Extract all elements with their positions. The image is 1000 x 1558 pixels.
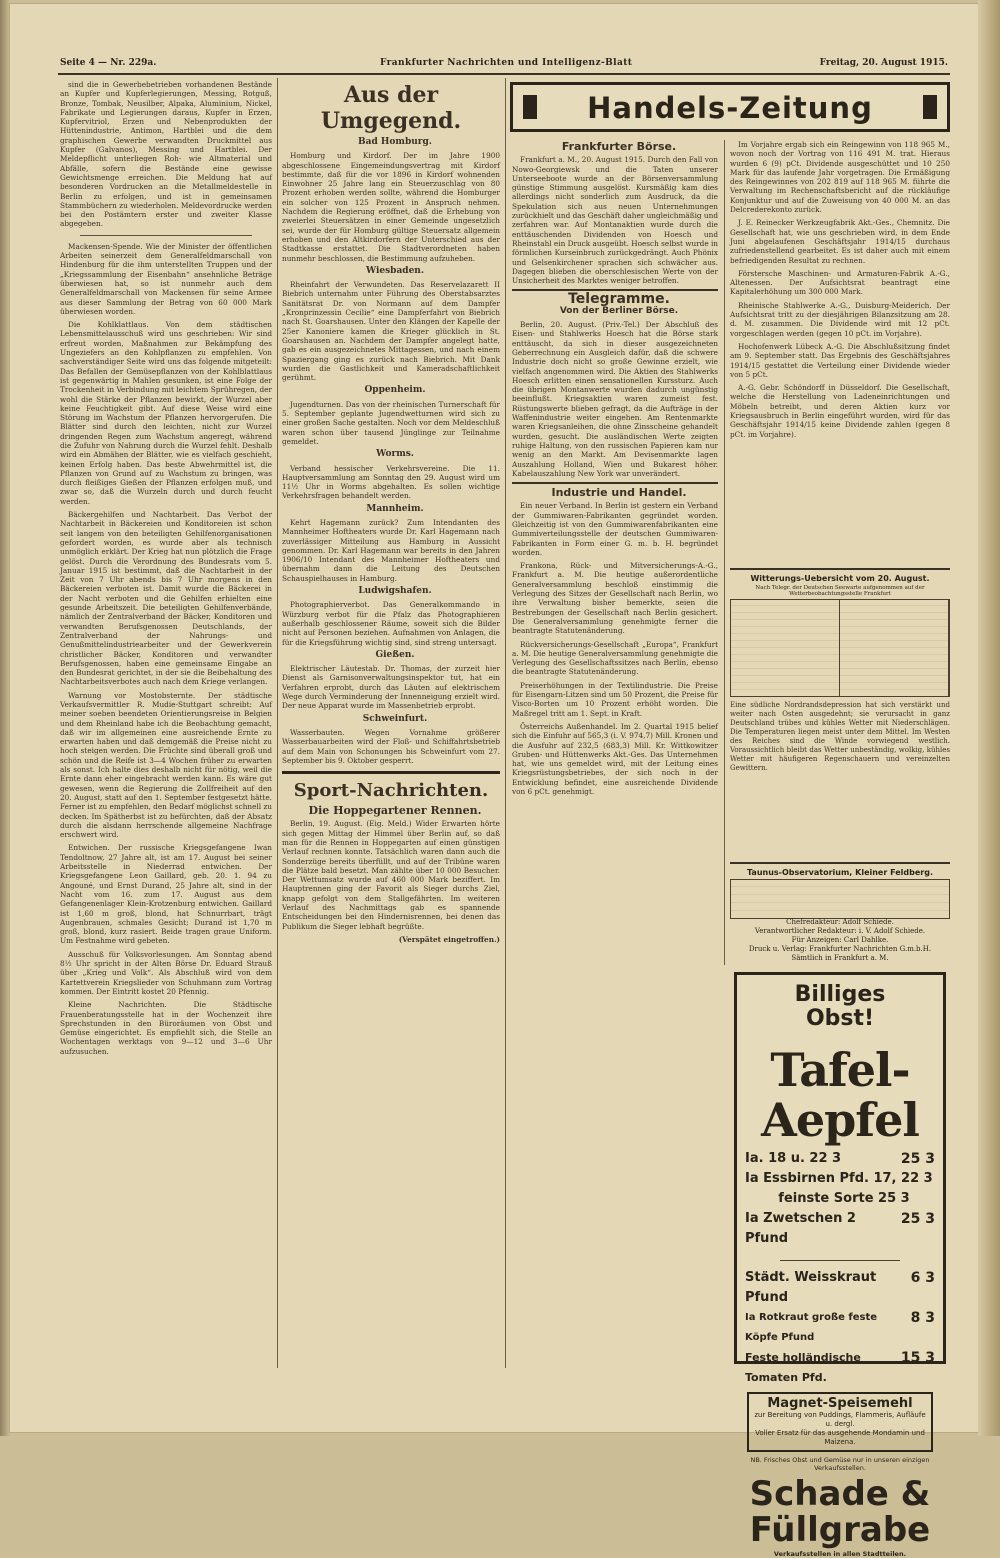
imprint-line: Druck u. Verlag: Frankfurter Nachrichten G.m.b.H. [748,945,932,953]
dateline-giessen: Gießen. [375,649,415,660]
imprint-line: Verantwortlicher Redakteur: i. V. Adolf Schiede. [754,927,926,935]
article-europa: Rückversicherungs-Gesellschaft „Europa“, Frankfurt a. M. Die heutige Generalversammlung genehmigte die Verlegung des Gesellschaftssitzes nach Berlin, ebenso die beantragte Statutenänderung. [512,639,718,677]
ad-price-label: Städt. Weisskraut Pfund [745,1270,877,1305]
ad-price: 8 3 [910,1310,935,1326]
ad-headline-2: Obst! [805,1006,875,1031]
article-giessen: Elektrischer Läutestab. Dr. Thomas, der zurzeit hier Dienst als Garnisonverwaltungsinspektor tut, hat ein Verfahren erprobt, durch das Läuten auf elektrischem Wege durch Verminderung der Innenneigung erzielt wird. Der neue Apparat wurde im Massenbetrieb erprobt. [282,664,500,711]
late-note: (Verspätet eingetroffen.) [398,934,500,944]
issue-date: Freitag, 20. August 1915. [819,58,948,68]
headline-telegrams: Telegramme. [568,291,670,308]
ad-magnet-title: Magnet-Speisemehl [767,1396,913,1411]
ad-magnet-desc: zur Bereitung von Puddings, Flammeris, Aufläufe u. dergl. [754,1411,926,1428]
column-region [282,80,500,1370]
article-new-association: Ein neuer Verband. In Berlin ist gestern ein Verband der Gummiwaren-Fabrikanten gegründet worden. Gleichzeitig ist von den Gummiwarenfabrikanten eine Gummiverteilungsstelle der deutschen Gummiwaren-Fabrikanten in Form einer G. m. b. H. begründet worden. [512,501,718,557]
article-schweinfurt: Wasserbauten. Wegen Vornahme größerer Wasserbauarbeiten wird der Floß- und Schiffahrtsbetrieb auf dem Main von Schonungen bis Schweinfurt vom 27. September bis 9. Oktober gesperrt. [282,727,500,765]
article-wiesbaden: Rheinfahrt der Verwundeten. Das Reservelazarett II Biebrich unternahm unter Führung des Oberstabsarztes Sanitätsrat Dr. von Normann auf dem Dampfer „Kronprinzessin Cecilie“ eine Dampferfahrt von Biebrich nach St. Goarshausen. Unter den Klängen der Kapelle der 25er Kanoniere kamen die Krieger glücklich in St. Goarshausen an. Nachdem der Dampfer angelegt hatte, gab es ein ausgezeichnetes Mittagessen, und nach einem Spaziergang ging es zurück nach Biebrich. Mit Dank wurden die Gastlichkeit und Kameradschaftlichkeit gerühmt. [282,280,500,383]
page-number: Seite 4 — Nr. 229a. [60,58,157,68]
article-berlin-exchange: Berlin, 20. August. (Priv.-Tel.) Der Abschluß des Eisen- und Stahlwerks Hoesch hat die Börse stark enttäuscht, da sich in dieser ausgezeichneten Geberrechnung ein Ausgleich dafür, daß die schwere Industrie doch nicht so große Gewinne erzielt, wie vielfach angenommen wird. Die Aktien des Stahlwerks Hoesch erlitten einen sensationellen Kurssturz. Auch die übrigen Montanwerte wurden dadurch ungünstig beeinflußt. Kriegsaktien waren zumeist fest. Rüstungswerte blieben gefragt, da die Aufträge in der Waffenindustrie weiter eingehen. Am Rentenmarkte waren Kriegsanleihen, die ohne Zinsscheine gehandelt wurden, gesucht. Die ausländischen Werte zeigten ruhige Haltung, von den russischen Papieren kam nur wenig an den Markt. Am Devisenmarkte lagen Auszahlung Holland, Wien und Bukarest höher. Kabelauszahlung New York war unverändert. [512,320,718,478]
advertisement-schade-fuellgrabe [734,972,946,1558]
article-oppenheim: Jugendturnen. Das von der rheinischen Turnerschaft für 5. September geplante Jugendwetturnen wird sich zu einer großen Sache gestalten. Noch vor dem Meldeschluß waren schon über tausend Jünglinge zur Teilnahme gemeldet. [282,399,500,446]
dateline-wiesbaden: Wiesbaden. [366,265,424,276]
article-foerstersche: Förstersche Maschinen- und Armaturen-Fabrik A.-G., Altenessen. Der Aufsichtsrat beantragt eine Kapitalerhöhung um 300 000 Mark. [730,268,950,297]
ad-headline: Billiges [794,982,886,1007]
ad-price-row [737,1169,943,1189]
ad-price-row [737,1308,943,1348]
divider [730,568,950,570]
divider [512,482,718,484]
ad-price-label: Ia Essbirnen Pfd. 17, 22 3 [745,1171,933,1186]
article-frankfurt-exchange: Frankfurt a. M., 20. August 1915. Durch den Fall von Nowo-Georgiewsk und die Taten unserer Unterseeboote wurde an der Börsenversammlung günstige Stimmung ausgelöst. Kursmäßig kam dies allerdings nicht sonderlich zum Ausdruck, da die Spekulation sich aus neuen Unternehmungen zurückhielt und das Geschäft daher ungleichmäßig und zerfahren war. Auf Montanaktien wurde durch die enttäuschenden Dividenden von Hoesch und Rheinstahl ein Druck ausgeübt. Hoesch selbst wurde in förmlichen Kurseinbruch zurückgedrängt. Auch Phönix und Gelsenkirchener sprachen sich schwächer aus. Dagegen blieben die oberschlesischen Werte von der Unsicherheit des Marktes weniger betroffen. [512,155,718,286]
article-mannheim: Kehrt Hagemann zurück? Zum Intendanten des Mannheimer Hoftheaters wurde Dr. Karl Hagemann nach zuverlässiger Mitteilung aus Hamburg in Aussicht genommen. Dr. Karl Hagemann war bereits in den Jahren 1906/10 Intendant des Mannheimer Hoftheaters und übernahm dann die Leitung des Deutschen Schauspielhauses in Hamburg. [282,517,500,583]
article-frankona: Frankona, Rück- und Mitversicherungs-A.-G., Frankfurt a. M. Die heutige außerordentliche Generalversammlung beschloß einstimmig die Verlegung des Sitzes der Gesellschaft nach Berlin, wo ihre Verwaltung bisher bemerkte, seien die Bestrebungen der Gesellschaft nach Berlin gesichert. Die Generalversammlung genehmigte ferner die beantragte Statutenänderung. [512,561,718,636]
ad-price-row [737,1268,943,1308]
page-header [60,58,948,72]
banner-ornament-right [923,95,937,119]
ad-nb-note: NB. Frisches Obst und Gemüse nur in unseren einzigen Verkaufsstellen. [750,1456,930,1472]
article-homburg: Homburg und Kirdorf. Der im Jahre 1900 abgeschlossene Eingemeindungsvertrag mit Kirdorf bestimmte, daß für die vor 1896 in Kirdorf wohnenden Einwohner 25 Jahre lang ein Steuerzuschlag von 80 Prozent erhoben werden sollte, während die Homburger ein solcher von 125 Prozent in Anspruch nehmen. Nachdem die Regierung eröffnet, daß die Erhebung von zweierlei Steuersätzen in einer Gemeinde ungesetzlich sei, wurde der für Homburg gültige Steuersatz allgemein erhoben und den Altkirdorfern der Unterschied aus der Stadtkasse erstattet. Die Stadtverordneten haben nunmehr beschlossen, die Bestimmung aufzuheben. [282,151,500,263]
ad-price: 25 3 [900,1211,935,1227]
weather-title: Witterungs-Uebersicht vom 20. August. [750,574,930,583]
article-luebeck: Hochofenwerk Lübeck A.-G. Die Abschlußsitzung findet am 9. September statt. Das Ergebnis des Geschäftsjahres 1914/15 gestattet die Verteilung einer Dividende wieder von 5 pCt. [730,341,950,379]
dateline-homburg: Bad Homburg. [358,137,432,147]
article-lectures: Ausschuß für Volksvorlesungen. Am Sonntag abend 8½ Uhr spricht in der Alten Börse Dr. Eduard Strauß über „Krieg und Volk“. Als Abschluß wird von dem Kartettverein Kriegslieder von Schuhmann zum Vortrag kommen. Der Eintritt kostet 20 Pfennig. [60,949,272,996]
weather-text: Eine südliche Nordrandsdepression hat sich verstärkt und weiter nach Osten ausgedehnt; sie verursacht in ganz Deutschland trübes und kühles Wetter mit Niederschlägen. Die Temperaturen liegen meist unter dem Mittel. Im Westen des Reiches sind die Winde vorwiegend westlich. Voraussichtlich bleibt das Wetter unbeständig, wolkig, kühles Wetter mit häufigeren Regenschauern und vereinzelten Gewittern. [730,701,950,772]
column-divider [277,78,278,1368]
article-escaped: Entwichen. Der russische Kriegsgefangene Iwan Tendoltnow, 27 Jahre alt, ist am 17. August bei seiner Arbeitsstelle in Niederrad entwichen. Der Kriegsgefangene Leon Gaillard, geb. 20. 1. 94 zu Angouné, und Ernst Durand, 25 Jahre alt, sind in der Nacht vom 16. zum 17. August aus dem Gefangenenlager Klein-Krotzenburg entwichen. Gaillard ist 1,60 m groß, blond, hat Schnurrbart, trägt Augenbrauen, schmales Gesicht; Durand ist 1,70 m groß, blond, kurz rasiert. Beide tragen graue Uniform. Um Festnahme wird gebeten. [60,843,272,946]
article-austria-trade: Österreichs Außenhandel. Im 2. Quartal 1915 belief sich die Einfuhr auf 565,3 (i. V. 974,7) Mill. Kronen und die Ausfuhr auf 232,5 (683,3) Mill. Kr. Wittkowitzer Gruben- und Hüttenwerks Akt.-Ges. Das Unternehmen hat, wie uns gemeldet wird, mit der Leitung eines Kriegsrüstungsbetriebes, der sich noch in der Entwicklung befindet, eine ausreichende Dividende von 6 pCt. genehmigt. [512,721,718,796]
banner-title: Handels-Zeitung [587,91,873,125]
headline-berlin-exchange: Von der Berliner Börse. [559,305,679,316]
headline-hoppegarten: Die Hoppegartener Rennen. [308,804,482,818]
divider [780,1260,900,1261]
dateline-schweinfurt: Schweinfurt. [362,713,428,724]
ad-price: 6 3 [910,1270,935,1286]
section-rule [282,771,500,774]
ad-magnet-box [747,1392,933,1452]
ad-price-label: Ia Rotkraut große feste Köpfe Pfund [745,1312,878,1343]
page-right-edge [978,0,1000,1436]
weather-table-right [840,600,949,696]
column-divider [724,140,725,965]
ad-price: 15 3 [900,1350,935,1366]
section-banner-commerce [510,82,950,132]
article-fruit-harvest: Warnung vor Mostobsternte. Der städtische Verkaufsvermittler R. Mudie-Stuttgart schreibt: Auf meiner soeben beendeten Orientierungsreise in Belgien und dem Rheinland habe ich die Beobachtung gemacht, daß wir im allgemeinen eine ausreichende Ernte zu erwarten haben und daß demgemäß die Preise nicht zu hoch steigen werden. Die Früchte sind überall groß und schön und die Reife ist 3—4 Wochen früher zu erwarten als sonst. Ich halte dies deshalb nicht für nötig, weil die Ernte dann eher eingebracht werden kann. Es wäre gut gewesen, wenn die Regierung die Zollfreiheit auf den 20. August, statt auf den 1. September festgesetzt hätte. Ferner ist zu empfehlen, den Bedarf möglichst schnell zu decken. Im Spätherbst ist zu befürchten, daß der Absatz durch die alsdann herrschende allgemeine Nachfrage erschwert wird. [60,690,272,840]
article-ludwigshafen: Photographierverbot. Das Generalkommando in Würzburg verbot für die Pfalz das Photographieren außerhalb geschlossener Räume, soweit sich die Bilder nicht auf Personen beziehen. Aufnahmen von Anlagen, die für die Kriegsführung wichtig sind, sind streng untersagt. [282,600,500,647]
article-profit: Im Vorjahre ergab sich ein Reingewinn von 118 965 M., wovon noch der Vortrag von 116 491 M. trat. Hieraus wurden 6 (9) pCt. Dividende ausgeschüttet und 10 250 Mark für das laufende Jahr vorgetragen. Die Ermäßigung des Reingewinnes von 202 819 auf 118 965 M. führte die Verwaltung im Rechenschaftsbericht auf die rückläufige Konjunktur und auf die Zuweisung von 40 000 M. an das Delcrederekonto zurück. [730,140,950,215]
imprint [730,918,950,963]
column-company-news [730,140,950,580]
dateline-mannheim: Mannheim. [366,503,424,514]
imprint-line: Sämtlich in Frankfurt a. M. [791,954,889,962]
article-mackensen: Mackensen-Spende. Wie der Minister der öffentlichen Arbeiten seinerzeit dem Generalfeldmarschall von Hindenburg für die ihm unterstellten Truppen und der „Kriegssammlung der Eisenbahn“ ansehnliche Beträge überwiesen hat, so ist nunmehr auch dem Generalfeldmarschall von Mackensen für seine Armee aus dieser Sammlung der Betrag von 60 000 Mark überwiesen worden. [60,241,272,316]
imprint-line: Für Anzeigen: Carl Dahlke. [791,936,889,944]
ad-price-row [737,1348,943,1388]
page-left-edge [0,0,10,1436]
article-bakers: Bäckergehilfen und Nachtarbeit. Das Verbot der Nachtarbeit in Bäckereien und Konditoreien ist schon seit langem von den beteiligten Gehilfenorganisationen gefordert worden, es wurde aber als technisch unmöglich erklärt. Der Krieg hat nun plötzlich die Frage gelöst. Durch die Verordnung des Bundesrats vom 5. Januar 1915 ist bestimmt, daß die Nachtarbeit in der Zeit von 7 Uhr abends bis 7 Uhr morgens in den Bäckereien verboten ist. Damit wurde die Bäckerei in der Nacht verboten und die Gehilfen erhielten eine gesunde Arbeitszeit. Die beteiligten Gehilfenverbände, nämlich der Zentralverband der Bäcker, Konditoren und verwandten Berufsgenossen Deutschlands, der Zentralverband der Nahrungs- und Genußmittelindustriearbeiter und der Gewerkverein christlicher Bäcker, Konditoren und verwandter Berufsgenossen, haben eine gemeinsame Eingabe an den Bundesrat gerichtet, in der sie die Beibehaltung des Nachtarbeitsverbotes auch nach dem Kriege verlangen. [60,510,272,687]
divider [80,235,252,236]
column-local-news [60,80,272,1370]
article-aphid: Die Kohlklattlaus. Von dem städtischen Lebensmittelausschuß wird uns geschrieben: Wir sind erfreut worden, Maßnahmen zur Bekämpfung des Ungeziefers an den Kohlpflanzen zu empfehlen. Von sachverständiger Seite wird uns das folgende mitgeteilt: Das Befallen der Gemüsepflanzen von der Kohlblattlaus ist gegenwärtig in Mahlen gesunken, ist eine Folge der Trockenheit in Verbindung mit leichtem Sprühregen, der wohl die Stärke der Pflanzen bewirkt, der Wurzel aber keine Feuchtigkeit gibt. Auf diese Weise wird eine Störung im Wachstum der Pflanzen hervorgerufen. Die Blätter sind durch den leichten, nicht zur Wurzel dringenden Regen zum Wachstum angeregt, während die Zufuhr von Nahrung durch die Wurzel fehlt. Deshalb wird ein Abmähen der Blätter, wie es vielfach geschieht, keinen Erfolg haben. Das beste Abwehrmittel ist, die Pflanzen von Grund auf zu Wachstum zu bringen, was durch fleißiges Gießen der Pflanzen erfolgen muß, und zwar so, daß die Wurzeln durch und durch feucht werden. [60,320,272,506]
observatory-table [730,879,950,919]
column-commerce [512,140,718,1370]
ad-price: 25 3 [900,1151,935,1167]
observatory-report [730,858,950,919]
masthead-title: Frankfurter Nachrichten und Intelligenz-Blatt [380,58,633,68]
article-worms: Verband hessischer Verkehrsvereine. Die 11. Hauptversammlung am Sonntag den 29. August wird um 11½ Uhr in Worms abgehalten. Es sollen wichtige Verkehrsfragen behandelt werden. [282,463,500,501]
headline-industry: Industrie und Handel. [551,486,687,500]
article-metal-notice: sind die in Gewerbebetrieben vorhandenen Bestände an Kupfer und Kupferlegierungen, Messing, Rotguß, Bronze, Tombak, Neusilber, Alpaka, Aluminium, Nickel, Fabrikate und Legierungen daraus, Kupfer in Erzen, Kupfervitriol, Erzen und Nebenprodukten der Hüttenindustrie, Antimon, Hartblei und die dem graphischen Gewerbe verwandten Druckmittel aus Kupfer (Galvanos), Messing und Hartblei. Der Meldepflicht unterliegen Roh- wie Altmaterial und Abfälle, sofern die Bestände eine gewisse Gewichtsmenge erreichen. Die Meldung hat auf besonderen Vordrucken an die Metallmeldestelle in Berlin zu erfolgen, und ist in gemeinsamen Stammbüchern zu wiederholen. Meldevordrucke werden bei den Postämtern erster und zweiter Klasse abgegeben. [60,80,272,229]
divider [730,862,950,864]
ad-price-label: Ia Zwetschen 2 Pfund [745,1211,856,1246]
weather-report [730,564,950,793]
article-small-news: Kleine Nachrichten. Die Städtische Frauenberatungsstelle hat in der Wochenzeit ihre Sprechstunden in den Büroräumen von Obst und Gemüse eingerichtet. Es empfiehlt sich, die Stelle an Wochentagen werktags von 9—12 und 3—6 Uhr aufzusuchen. [60,1000,272,1056]
ad-price-label: Ia. 18 u. 22 3 [745,1151,842,1166]
ad-firm-subline: Verkaufsstellen in allen Stadtteilen. [773,1550,907,1558]
article-hoppegarten: Berlin, 19. August. (Eig. Meld.) Wider Erwarten hörte sich gegen Mittag der Himmel über Berlin auf, so daß man für die Rennen in Hoppegarten auf einen günstigen Verlauf rechnen konnte. Tatsächlich waren dann auch die Sonderzüge bereits überfüllt, und auf der Tribüne waren die Plätze bald besetzt. Man zählte über 10 000 Besucher. Der Wettumsatz wurde auf 460 000 Mark beziffert. Im Hauptrennen ging der Favorit als Sieger durchs Ziel, knapp gefolgt von dem Stallgefährten. Im weiteren Verlauf des Nachmittags gab es spannende Entscheidungen bei den Hindernisrennen, bei denen das Publikum die Sieger lebhaft begrüßte. [282,819,500,931]
article-rheinische-stahl: Rheinische Stahlwerke A.-G., Duisburg-Meiderich. Der Aufsichtsrat tritt zu der diesjährigen Bilanzsitzung am 28. d. M. zusammen. Die Dividende wird mit 12 pCt. vorgeschlagen werden (gegen 10 pCt. im Vorjahre). [730,300,950,338]
section-title-sport: Sport-Nachrichten. [293,780,489,802]
ad-price-row [737,1209,943,1249]
dateline-oppenheim: Oppenheim. [364,385,426,396]
ad-product-title: Tafel-Aepfel [761,1043,919,1147]
column-divider [505,78,506,1368]
section-title-region: Aus der Umgegend. [320,82,462,134]
imprint-line: Chefredakteur: Adolf Schiede. [786,918,894,926]
ad-price-row [737,1149,943,1169]
weather-subtitle: Nach Telegr. der Deutschen Seewarte aufgenommen auf der Wetterbeobachtungsstelle Frankfurt [755,585,925,597]
observatory-title: Taunus-Observatorium, Kleiner Feldberg. [747,868,933,877]
weather-table [730,599,950,697]
ad-magnet-note: Voller Ersatz für das ausgehende Mondamin und Maizena. [755,1429,925,1446]
ad-firm-name-2: Füllgrabe [749,1510,931,1550]
ad-price-label: feinste Sorte 25 3 [778,1191,910,1206]
headline-frankfurt-exchange: Frankfurter Börse. [561,140,677,153]
article-schoendorff: A.-G. Gebr. Schöndorff in Düsseldorf. Die Gesellschaft, welche die Herstellung von Ladeneinrichtungen und Möbeln betreibt, und deren Aktien kurz vor Kriegsausbruch in Berlin eingeführt wurden, wird für das Geschäftsjahr 1914/15 keine Dividende zahlen (gegen 8 pCt. im Vorjahre). [730,383,950,439]
ad-price-label: Feste holländische Tomaten Pfd. [745,1351,861,1384]
weather-table-left [731,600,840,696]
ad-price-row [737,1189,943,1209]
header-rule [58,73,950,75]
dateline-ludwigshafen: Ludwigshafen. [358,586,432,597]
article-reinecker: J. E. Reinecker Werkzeugfabrik Akt.-Ges., Chemnitz. Die Gesellschaft hat, wie uns geschrieben wird, in dem Ende Juni abgelaufenen Geschäftsjahr 1914/15 durchaus zufriedenstellend gearbeitet. Es ist daher auch mit einem befriedigenden Resultat zu rechnen. [730,218,950,265]
dateline-worms: Worms. [376,449,414,460]
article-textile: Preiserhöhungen in der Textilindustrie. Die Preise für Eisengarn-Litzen sind um 50 Prozent, die Preise für Visco-Borten um 10 Prozent erhöht worden. Die Maßregel tritt am 1. Sept. in Kraft. [512,680,718,718]
ad-firm-name-1: Schade & [749,1474,931,1514]
